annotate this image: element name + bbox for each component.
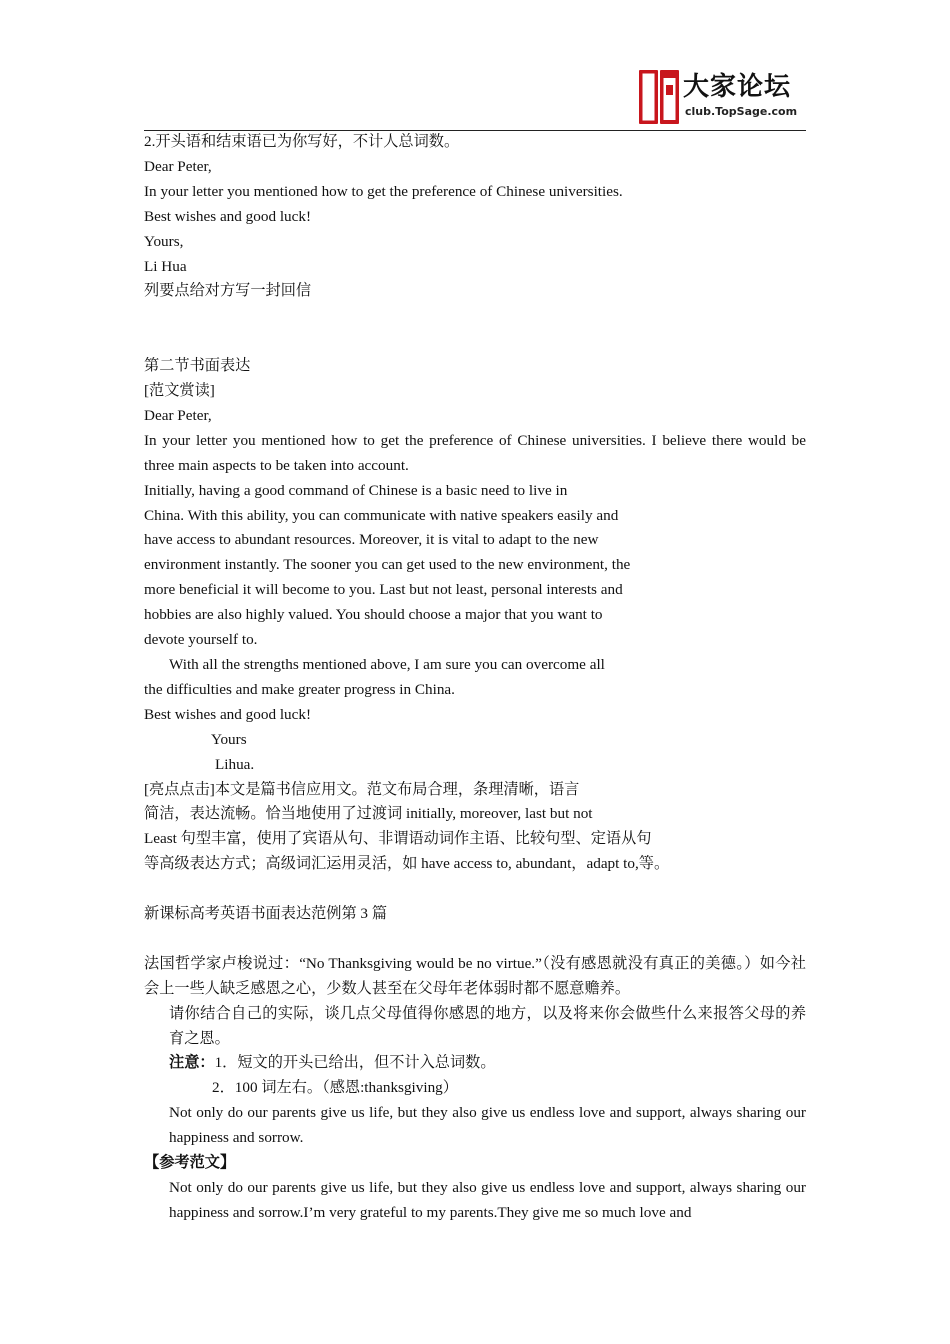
text-line: [亮点点击]本文是篇书信应用文。范文布局合理，条理清晰，语言 — [144, 780, 580, 798]
document-body — [144, 130, 806, 1226]
text-line: hobbies are also highly valued. You should choose a major that you want to — [144, 606, 603, 624]
text-line: China. With this ability, you can communicate with native speakers easily and — [144, 506, 619, 524]
page-header — [144, 60, 806, 131]
text-line: Yours — [211, 730, 247, 748]
paragraph: Not only do our parents give us life, but they also give us endless love and support, always sharing our happiness and sorrow. — [169, 1104, 806, 1147]
text-line: Yours, — [144, 232, 184, 250]
text-line: Li Hua — [144, 257, 187, 275]
text-line: Dear Peter, — [144, 157, 212, 175]
topsage-logo — [639, 70, 804, 124]
blank-line — [144, 329, 806, 354]
note-line — [144, 1051, 806, 1076]
blank-line — [144, 877, 806, 902]
text-line: In your letter you mentioned how to get the preference of Chinese universities. — [144, 182, 623, 200]
text-line: 等高级表达方式；高级词汇运用灵活，如 have access to, abundant，adapt to,等。 — [144, 855, 670, 873]
text-line: Least 句型丰富，使用了宾语从句、非谓语动词作主语、比较句型、定语从句 — [144, 830, 652, 848]
text-line: Dear Peter, — [144, 406, 212, 424]
logo-mark-icon — [639, 70, 679, 124]
text-line: Best wishes and good luck! — [144, 705, 312, 723]
text-line: 2.开头语和结束语已为你写好，不计人总词数。 — [144, 133, 460, 150]
note-item: 1．短文的开头已给出，但不计入总词数。 — [214, 1054, 496, 1072]
note-label: 注意： — [169, 1054, 215, 1072]
blank-line — [144, 304, 806, 329]
paragraph: 法国哲学家卢梭说过：“No Thanksgiving would be no virtue.”（没有感恩就没有真正的美德。）如今社会上一些人缺乏感恩之心，少数人甚至在父母年老体弱时都不愿意赡养。 — [144, 954, 806, 997]
text-line: With all the strengths mentioned above, I am sure you can overcome all — [169, 656, 605, 673]
section-heading: 新课标高考英语书面表达范例第 3 篇 — [144, 905, 387, 923]
section-heading: 【参考范文】 — [144, 1154, 236, 1172]
text-line: devote yourself to. — [144, 631, 258, 649]
text-line: environment instantly. The sooner you can get used to the new environment, the — [144, 556, 631, 574]
note-item: 2．100 词左右。（感恩:thanksgiving） — [212, 1079, 458, 1097]
text-line: Best wishes and good luck! — [144, 207, 312, 225]
logo-text-en: club.TopSage.com — [685, 105, 798, 118]
text-line: more beneficial it will become to you. Last but not least, personal interests and — [144, 581, 623, 599]
text-line: Lihua. — [215, 755, 255, 773]
text-line: have access to abundant resources. Moreover, it is vital to adapt to the new — [144, 531, 599, 549]
logo-text-cn: 大家论坛 — [683, 72, 792, 102]
text-line: 列要点给对方写一封回信 — [144, 282, 312, 300]
section-heading: 第二节书面表达 — [144, 357, 251, 375]
paragraph: Not only do our parents give us life, but they also give us endless love and support, always sharing our happiness and sorrow.I’m very grateful to my parents.They give me so much love and — [169, 1179, 806, 1221]
text-line: 简洁，表达流畅。恰当地使用了过渡词 initially, moreover, last but not — [144, 805, 593, 823]
blank-line — [144, 927, 806, 952]
paragraph: In your letter you mentioned how to get the preference of Chinese universities. I believe there would be three main aspects to be taken into account. — [144, 431, 806, 474]
paragraph: 请你结合自己的实际，谈几点父母值得你感恩的地方，以及将来你会做些什么来报答父母的养育之恩。 — [169, 1004, 806, 1047]
text-line: Initially, having a good command of Chinese is a basic need to live in — [144, 481, 568, 499]
text-line: the difficulties and make greater progress in China. — [144, 680, 455, 698]
text-line: [范文赏读] — [144, 382, 215, 400]
